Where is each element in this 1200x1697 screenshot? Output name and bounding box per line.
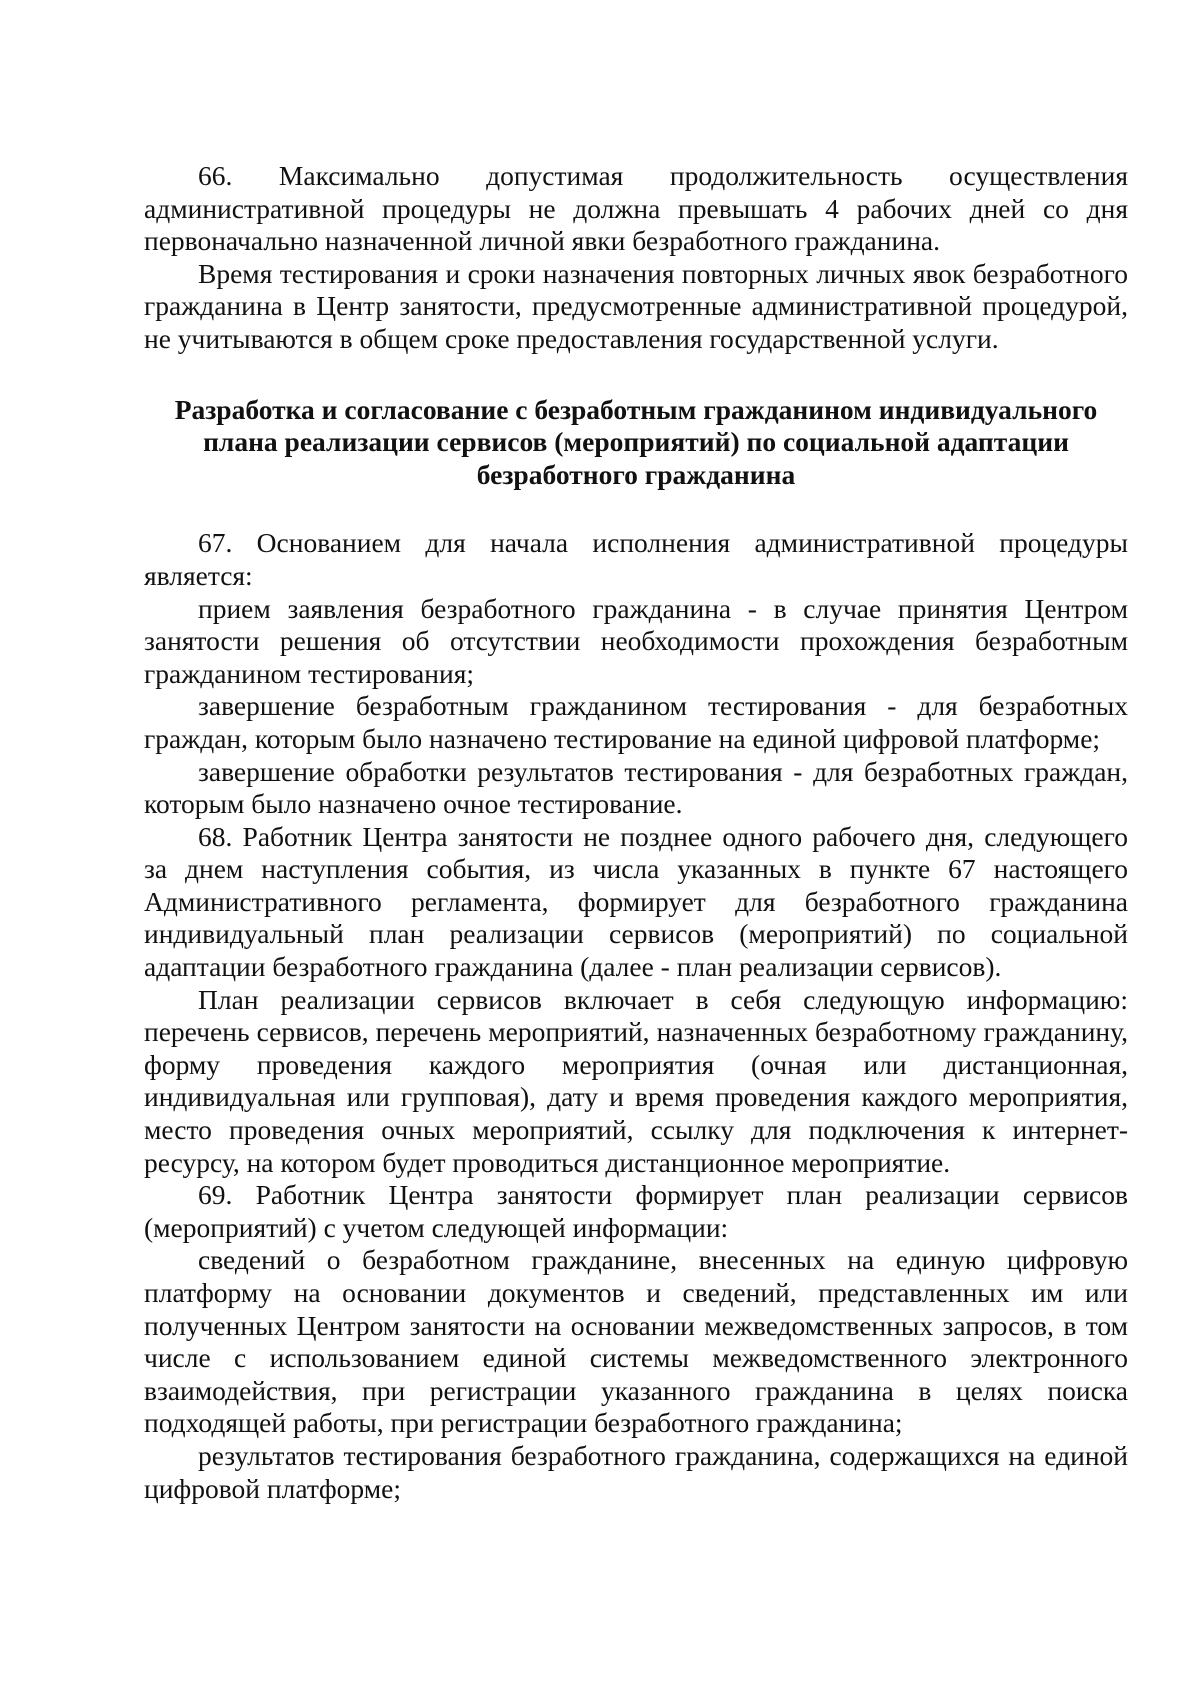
paragraph-69-item-1: сведений о безработном гражданине, внесенных на единую цифровую платформу на основании документов и сведений, представленных им или полученных Центром занятости на основании межведомственных запросов, в том числе с использованием единой системы межведомственного электронного взаимодействия, при регистрации указанного гражданина в целях поиска подходящей работы, при регистрации безработного гражданина;: [144, 1244, 1128, 1439]
document-page: [144, 160, 1128, 1505]
paragraph-67: 67. Основанием для начала исполнения административной процедуры является:: [144, 527, 1128, 591]
paragraph-testing-time: Время тестирования и сроки назначения повторных личных явок безработного гражданина в Центр занятости, предусмотренные административной процедурой, не учитываются в общем сроке предоставления государственной услуги.: [144, 257, 1128, 354]
paragraph-69-item-2: результатов тестирования безработного гражданина, содержащихся на единой цифровой платформе;: [144, 1439, 1128, 1504]
paragraph-66: 66. Максимально допустимая продолжительность осуществления административной процедуры не должна превышать 4 рабочих дней со дня первоначально назначенной личной явки безработного гражданина.: [144, 160, 1128, 257]
paragraph-68: 68. Работник Центра занятости не позднее одного рабочего дня, следующего за днем наступления события, из числа указанных в пункте 67 настоящего Административного регламента, формирует для безработного гражданина индивидуальный план реализации сервисов (мероприятий) по социальной адаптации безработного гражданина (далее - план реализации сервисов).: [144, 820, 1128, 983]
paragraph-67-item-1: прием заявления безработного гражданина - в случае принятия Центром занятости решения об отсутствии необходимости прохождения безработным гражданином тестирования;: [144, 592, 1128, 689]
paragraph-69: 69. Работник Центра занятости формирует план реализации сервисов (мероприятий) с учетом следующей информации:: [144, 1179, 1128, 1243]
paragraph-67-item-2: завершение безработным гражданином тестирования - для безработных граждан, которым было назначено тестирование на единой цифровой платформе;: [144, 690, 1128, 754]
section-heading: Разработка и согласование с безработным гражданином индивидуального плана реализации сервисов (мероприятий) по социальной адаптации безработного гражданина: [174, 393, 1098, 490]
paragraph-plan-contents: План реализации сервисов включает в себя следующую информацию: перечень сервисов, перечень мероприятий, назначенных безработному гражданину, форму проведения каждого мероприятия (очная или дистанционная, индивидуальная или групповая), дату и время проведения каждого мероприятия, место проведения очных мероприятий, ссылку для подключения к интернет-ресурсу, на котором будет проводиться дистанционное мероприятие.: [144, 983, 1128, 1178]
paragraph-67-item-3: завершение обработки результатов тестирования - для безработных граждан, которым было назначено очное тестирование.: [144, 755, 1128, 820]
